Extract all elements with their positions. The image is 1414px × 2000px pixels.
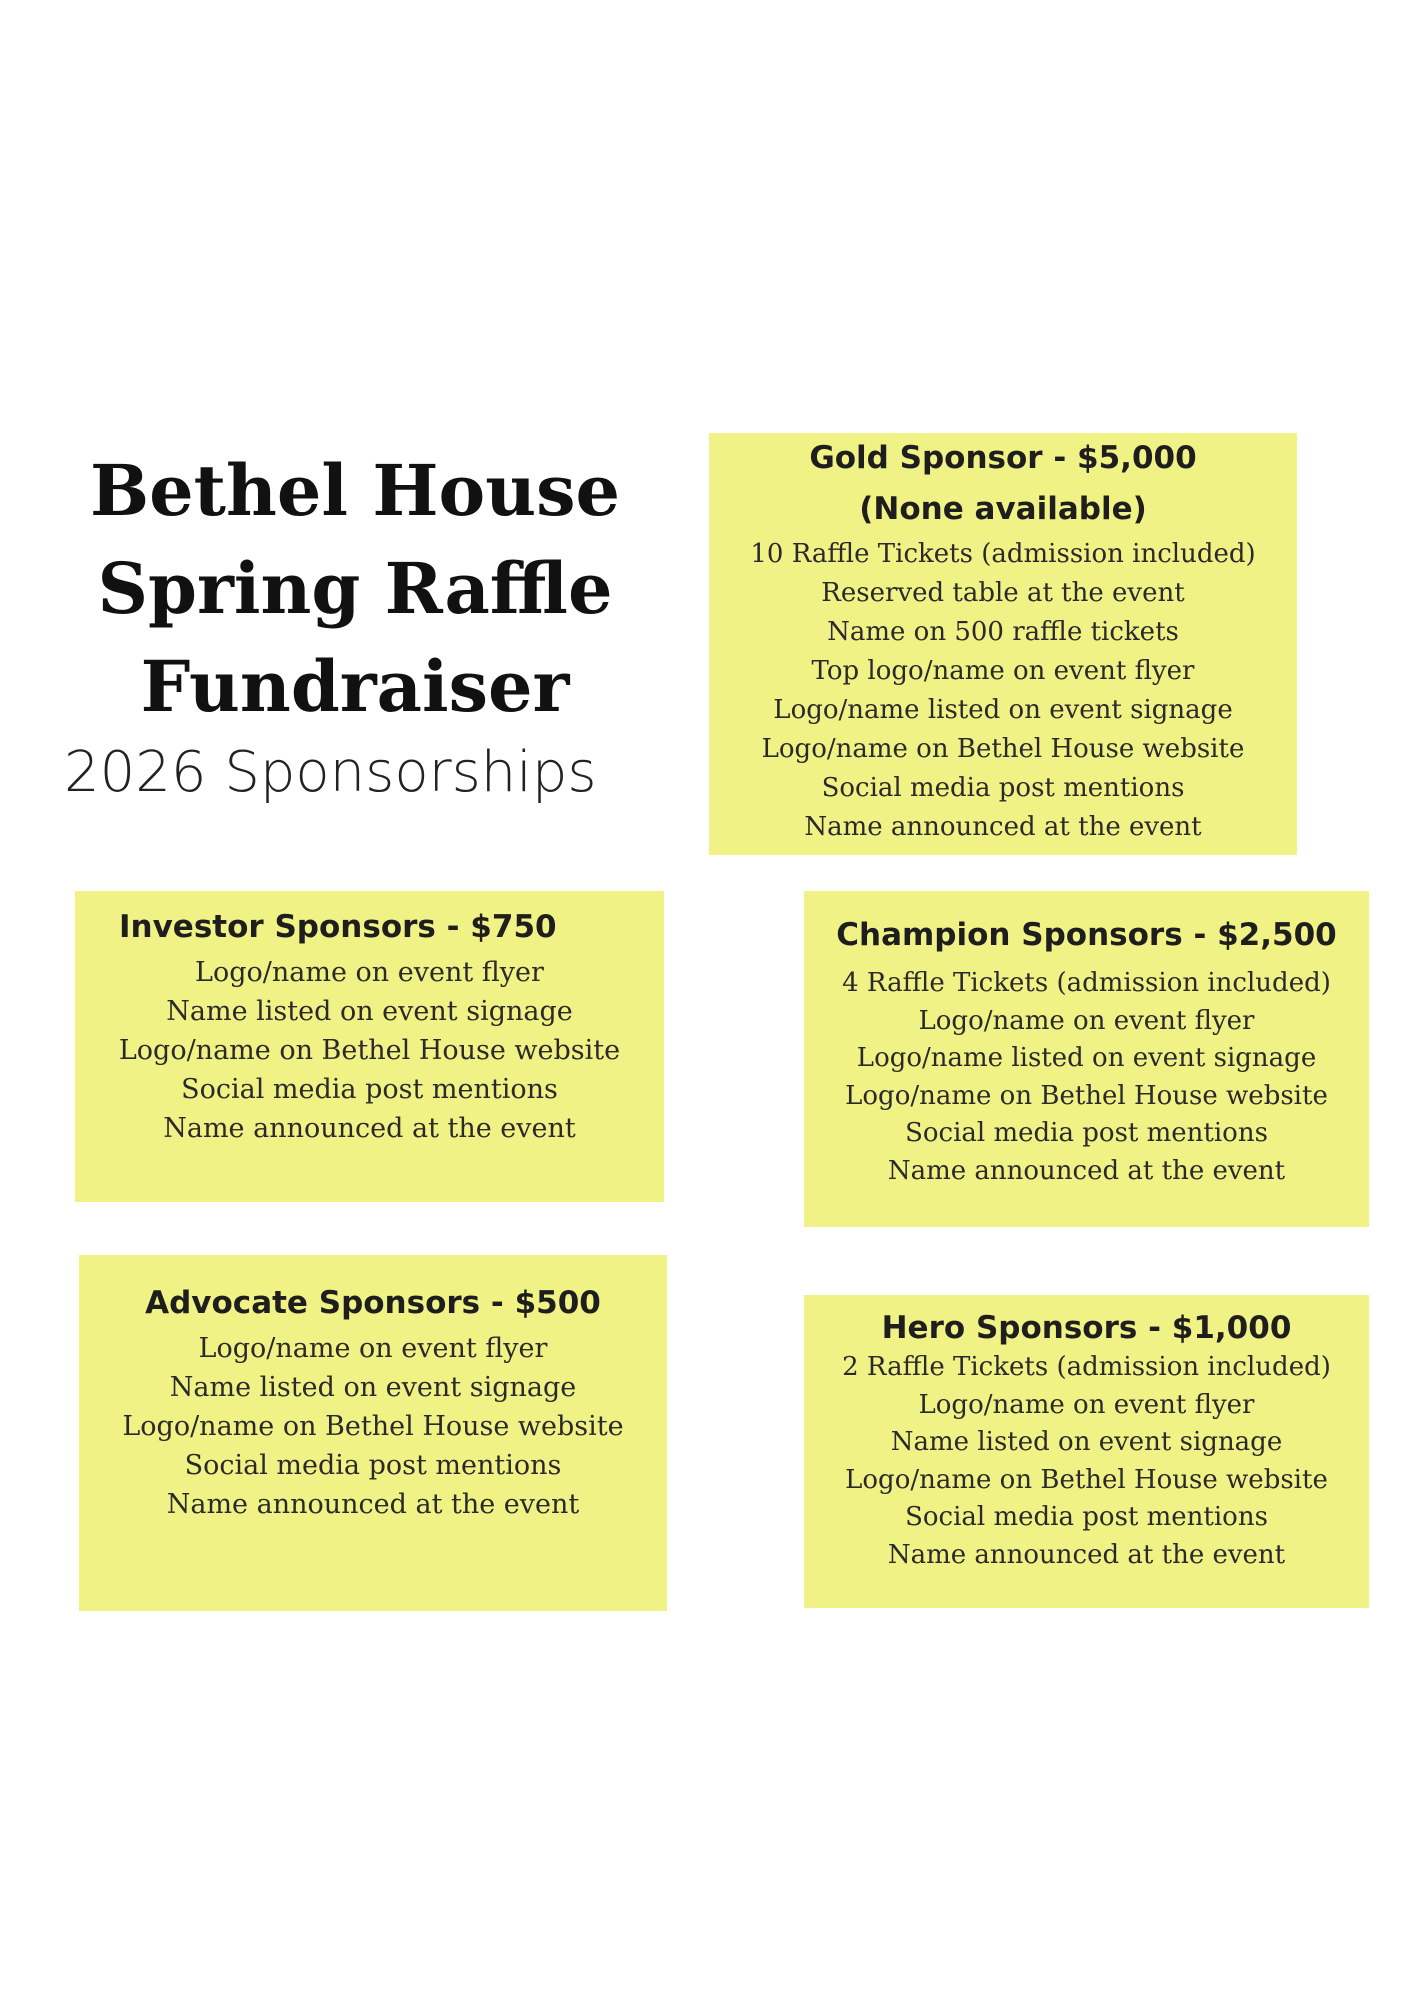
benefit-item: Social media post mentions [184, 1450, 562, 1481]
page-subtitle: 2026 Sponsorships [64, 740, 597, 805]
benefit-item: Logo/name on event flyer [918, 1389, 1255, 1420]
champion-sponsor-heading: Champion Sponsors - $2,500 [836, 917, 1337, 953]
gold-sponsor-availability: (None available) [859, 491, 1147, 527]
benefit-item: Name announced at the event [887, 1155, 1286, 1186]
benefit-item: Name announced at the event [163, 1113, 576, 1144]
benefit-item: Social media post mentions [905, 1502, 1268, 1532]
benefit-item: Name on 500 raffle tickets [827, 617, 1179, 647]
benefit-item: Social media post mentions [821, 773, 1185, 803]
benefit-item: Logo/name on Bethel House website [118, 1035, 621, 1066]
gold-benefits-list [709, 535, 1297, 847]
benefit-item: Name listed on event signage [890, 1427, 1283, 1457]
benefit-item: Logo/name listed on event signage [856, 1043, 1317, 1073]
gold-sponsor-box [709, 433, 1297, 855]
investor-sponsor-heading: Investor Sponsors - $750 [119, 909, 557, 945]
champion-benefits-list [804, 965, 1369, 1190]
title-line: Fundraiser [140, 645, 570, 728]
advocate-sponsor-heading: Advocate Sponsors - $500 [145, 1285, 601, 1321]
page-title [60, 442, 650, 736]
champion-sponsor-box [804, 891, 1369, 1227]
benefit-item: Reserved table at the event [821, 578, 1185, 608]
benefit-item: 4 Raffle Tickets (admission included) [842, 968, 1331, 998]
title-line: Spring Raffle [97, 547, 613, 630]
benefit-item: 10 Raffle Tickets (admission included) [750, 539, 1256, 569]
benefit-item: Name listed on event signage [166, 996, 573, 1027]
benefit-item: Logo/name on Bethel House website [845, 1080, 1328, 1111]
advocate-sponsor-box [79, 1255, 667, 1611]
benefit-item: Logo/name listed on event signage [773, 695, 1233, 725]
benefit-item: Logo/name on Bethel House website [761, 734, 1245, 764]
investor-benefits-list [75, 953, 664, 1148]
benefit-item: 2 Raffle Tickets (admission included) [842, 1352, 1331, 1382]
gold-sponsor-heading: Gold Sponsor - $5,000 [809, 440, 1197, 476]
benefit-item: Logo/name on Bethel House website [845, 1464, 1328, 1495]
benefit-item: Top logo/name on event flyer [811, 656, 1195, 686]
benefit-item: Logo/name on event flyer [195, 957, 544, 988]
investor-sponsor-box [75, 891, 664, 1202]
hero-benefits-list [804, 1349, 1369, 1574]
benefit-item: Social media post mentions [905, 1118, 1268, 1148]
hero-sponsor-heading: Hero Sponsors - $1,000 [881, 1310, 1292, 1346]
benefit-item: Logo/name on event flyer [918, 1005, 1255, 1036]
benefit-item: Name announced at the event [804, 812, 1202, 842]
benefit-item: Logo/name on Bethel House website [122, 1411, 624, 1442]
benefit-item: Social media post mentions [181, 1074, 558, 1105]
benefit-item: Name announced at the event [166, 1489, 580, 1520]
hero-sponsor-box [804, 1295, 1369, 1608]
benefit-item: Name listed on event signage [169, 1372, 577, 1403]
title-line: Bethel House [89, 449, 621, 532]
benefit-item: Logo/name on event flyer [198, 1333, 548, 1364]
benefit-item: Name announced at the event [887, 1539, 1286, 1570]
advocate-benefits-list [79, 1329, 667, 1524]
